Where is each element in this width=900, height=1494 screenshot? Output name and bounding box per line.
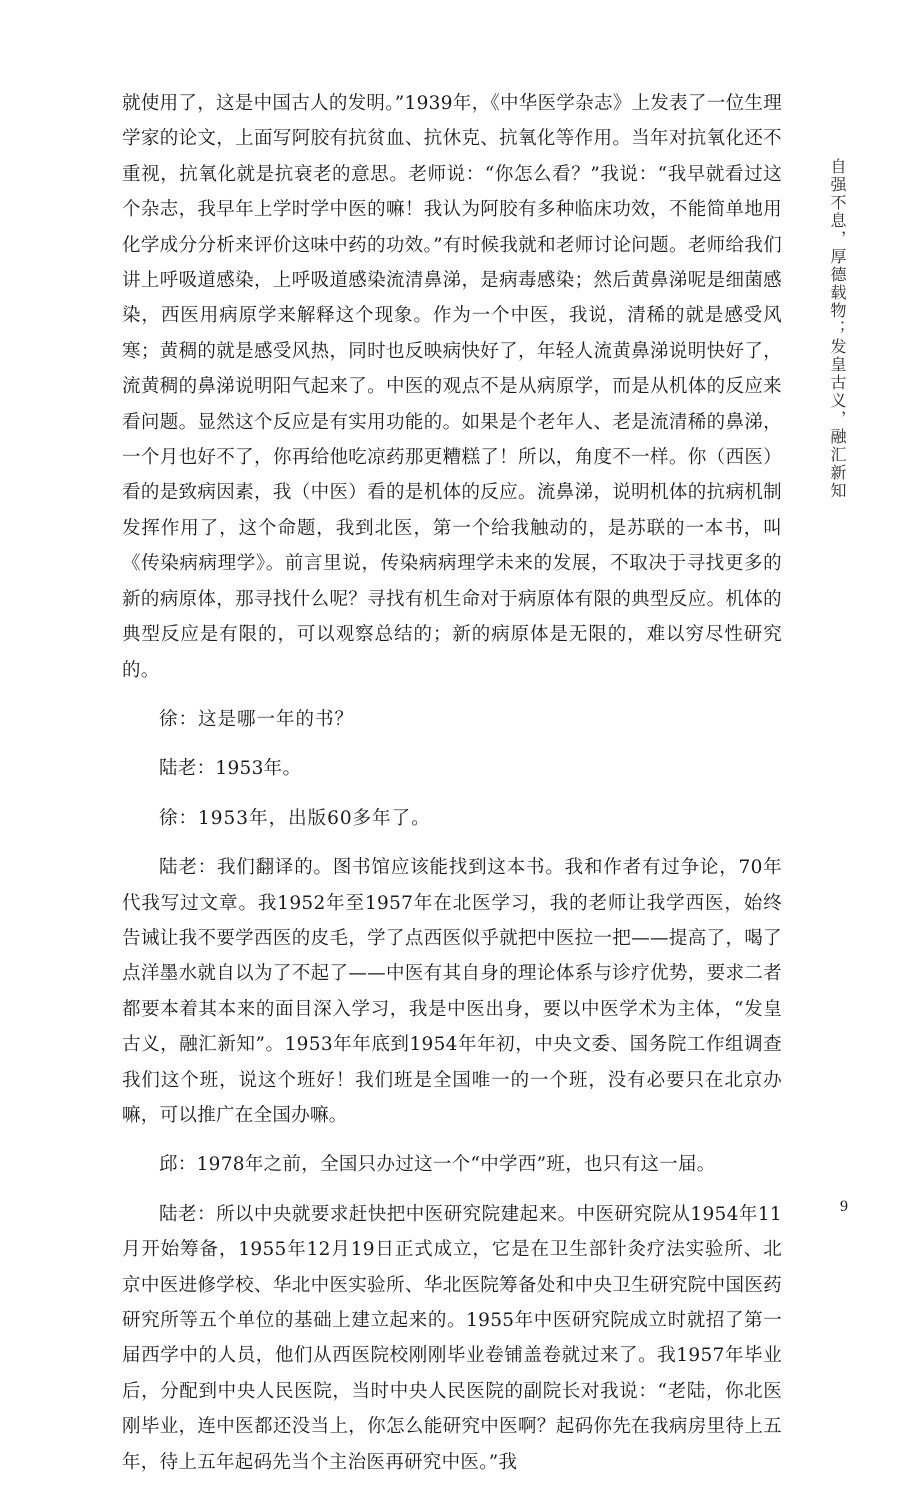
body-text bbox=[122, 86, 782, 1494]
dialogue-qiu-remark: 邱：1978年之前，全国只办过这一个“中学西”班，也只有这一届。 bbox=[159, 1154, 716, 1176]
dialogue-lu-institute: 陆老：所以中央就要求赶快把中医研究院建起来。中医研究院从1954年11月开始筹备，1955年12月19日正式成立，它是在卫生部针灸疗法实验所、北京中医进修学校、华北中医实验所、华北医院筹备处和中央卫生研究院中国医药研究所等五个单位的基础上建立起来的。1955年中医研究院成立时就招了第一届西学中的人员，他们从西医院校刚刚毕业卷铺盖卷就过来了。我1957年毕业后，分配到中央人民医院，当时中央人民医院的副院长对我说：“老陆，你北医刚毕业，连中医都还没当上，你怎么能研究中医啊？起码你先在我病房里待上五年，待上五年起码先当个主治医再研究中医。”我 bbox=[122, 1203, 782, 1473]
page-number: 9 bbox=[840, 1198, 848, 1215]
dialogue-lu-answer: 陆老：1953年。 bbox=[159, 758, 302, 780]
dialogue-xu-question: 徐：这是哪一年的书？ bbox=[159, 708, 355, 730]
side-motto: 自强不息，厚德载物；发皇古义，融汇新知 bbox=[828, 158, 847, 500]
dialogue-lu-translation: 陆老：我们翻译的。图书馆应该能找到这本书。我和作者有过争论，70年代我写过文章。我1952年至1957年在北医学习，我的老师让我学西医，始终告诫让我不要学西医的皮毛，学了点西医似乎就把中医拉一把——提高了，喝了点洋墨水就自以为了不起了——中医有其自身的理论体系与诊疗优势，要求二者都要本着其本来的面目深入学习，我是中医出身，要以中医学术为主体，“发皇古义，融汇新知”。1953年年底到1954年年初，中央文委、国务院工作组调查我们这个班，说这个班好！我们班是全国唯一的一个班，没有必要只在北京办嘛，可以推广在全国办嘛。 bbox=[122, 857, 782, 1126]
dialogue-xu-followup: 徐：1953年，出版60多年了。 bbox=[159, 807, 431, 829]
paragraph-1: 就使用了，这是中国古人的发明。”1939年，《中华医学杂志》上发表了一位生理学家的论文，上面写阿胶有抗贫血、抗休克、抗氧化等作用。当年对抗氧化还不重视，抗氧化就是抗衰老的意思。老师说：“你怎么看？”我说：“我早就看过这个杂志，我早年上学时学中医的嘛！我认为阿胶有多种临床功效，不能简单地用化学成分分析来评价这味中药的功效。”有时候我就和老师讨论问题。老师给我们讲上呼吸道感染，上呼吸道感染流清鼻涕，是病毒感染；然后黄鼻涕呢是细菌感染，西医用病原学来解释这个现象。作为一个中医，我说，清稀的就是感受风寒；黄稠的就是感受风热，同时也反映病快好了，年轻人流黄鼻涕说明快好了，流黄稠的鼻涕说明阳气起来了。中医的观点不是从病原学，而是从机体的反应来看问题。显然这个反应是有实用功能的。如果是个老年人、老是流清稀的鼻涕，一个月也好不了，你再给他吃凉药那更糟糕了！所以，角度不一样。你（西医）看的是致病因素，我（中医）看的是机体的反应。流鼻涕，说明机体的抗病机制发挥作用了，这个命题，我到北医，第一个给我触动的，是苏联的一本书，叫《传染病病理学》。前言里说，传染病病理学未来的发展，不取决于寻找更多的新的病原体，那寻找什么呢？寻找有机生命对于病原体有限的典型反应。机体的典型反应是有限的，可以观察总结的；新的病原体是无限的，难以穷尽性研究的。 bbox=[122, 93, 782, 681]
